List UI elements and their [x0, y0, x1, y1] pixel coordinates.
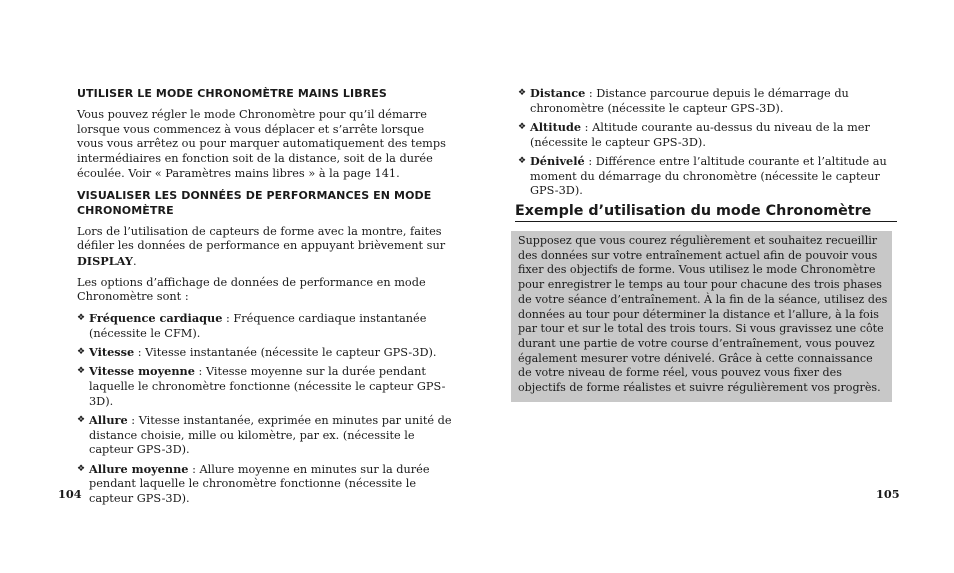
display-button-name: DISPLAY — [77, 253, 133, 268]
heading-hands-free-mode: UTILISER LE MODE CHRONOMÈTRE MAINS LIBRES — [77, 87, 387, 100]
list-item — [518, 154, 896, 199]
performance-options-list-continued — [518, 86, 896, 199]
list-item-desc: : Vitesse instantanée (nécessite le capteur GPS-3D). — [134, 346, 437, 360]
list-item-desc: : Vitesse moyenne sur la durée pendant laquelle le chronomètre fonctionne (nécessite le capteur GPS-3D). — [89, 365, 446, 408]
list-item-term: Distance — [530, 86, 586, 100]
list-item — [77, 345, 452, 361]
left-page-column — [77, 86, 452, 510]
list-item — [77, 413, 452, 458]
diamond-bullet-icon: ❖ — [77, 313, 86, 324]
right-page-column — [518, 86, 896, 203]
list-item-term: Fréquence cardiaque — [89, 311, 223, 326]
list-item — [518, 120, 896, 150]
list-item-term: Dénivelé — [530, 154, 585, 168]
list-item-desc: : Fréquence cardiaque instantanée (nécessite le CFM). — [89, 312, 427, 340]
paragraph-display — [77, 225, 452, 270]
example-box — [511, 231, 892, 402]
diamond-bullet-icon: ❖ — [518, 122, 527, 132]
list-item-term: Vitesse moyenne — [89, 364, 195, 379]
performance-options-list — [77, 311, 452, 507]
list-item-desc: : Allure moyenne en minutes sur la durée pendant laquelle le chronomètre fonctionne (nécessite le capteur GPS-3D). — [89, 462, 430, 506]
list-item-term: Allure moyenne — [89, 461, 189, 476]
list-item-desc: : Altitude courante au-dessus du niveau de la mer (nécessite le capteur GPS-3D). — [530, 121, 870, 149]
list-item-desc: : Différence entre l’altitude courante et l’altitude au moment du démarrage du chronomètre (nécessite le capteur GPS-3D). — [530, 155, 887, 198]
list-item — [77, 311, 452, 341]
diamond-bullet-icon: ❖ — [518, 156, 527, 166]
paragraph-options-intro: Les options d’affichage de données de performance en mode Chronomètre sont : — [77, 275, 426, 304]
list-item — [77, 462, 452, 507]
list-item-desc: : Vitesse instantanée, exprimée en minutes par unité de distance choisie, mille ou kilomètre, par ex. (nécessite le capteur GPS-3D). — [89, 414, 452, 457]
diamond-bullet-icon: ❖ — [77, 366, 86, 377]
diamond-bullet-icon: ❖ — [518, 88, 527, 98]
diamond-bullet-icon: ❖ — [77, 463, 86, 474]
list-item — [518, 86, 896, 116]
section-title-example: Exemple d’utilisation du mode Chronomètre — [515, 202, 897, 222]
list-item — [77, 364, 452, 409]
paragraph-display-text: Lors de l’utilisation de capteurs de forme avec la montre, faites défiler les données de performance en appuyant brièvement sur — [77, 224, 446, 253]
paragraph-hands-free: Vous pouvez régler le mode Chronomètre pour qu’il démarre lorsque vous commencez à vous déplacer et s’arrête lorsque vous vous arrêtez ou pour marquer automatiquement des temps intermédiaires en fonction soit de la distance, soit de la durée écoulée. Voir « Paramètres mains libres » à la page 141. — [77, 108, 446, 180]
list-item-desc: : Distance parcourue depuis le démarrage du chronomètre (nécessite le capteur GPS-3D). — [530, 87, 849, 115]
page-number-left: 104 — [58, 487, 82, 501]
heading-performance-data: VISUALISER LES DONNÉES DE PERFORMANCES EN MODE CHRONOMÈTRE — [77, 188, 432, 217]
diamond-bullet-icon: ❖ — [77, 347, 86, 358]
diamond-bullet-icon: ❖ — [77, 415, 86, 426]
paragraph-display-end: . — [132, 254, 137, 268]
page-number-right: 105 — [876, 487, 900, 501]
list-item-term: Altitude — [530, 120, 582, 134]
list-item-term: Allure — [89, 413, 128, 428]
list-item-term: Vitesse — [89, 345, 135, 360]
example-text: Supposez que vous courez régulièrement et souhaitez recueillir des données sur votre entraînement actuel afin de pouvoir vous fixer des objectifs de forme. Vous utilisez le mode Chronomètre pour enregistrer le temps au tour pour chacune des trois phases de votre séance d’entraînement. À la fin de la séance, utilisez des données au tour pour déterminer la distance et l’allure, à la fois par tour et sur le total des trois tours. Si vous gravissez une côte durant une partie de votre course d’entraînement, vous pouvez également mesurer votre dénivelé. Grâce à cette connaissance de votre niveau de forme réel, vous pouvez vous fixer des objectifs de forme réalistes et suivre régulièrement vos progrès. — [518, 234, 888, 395]
